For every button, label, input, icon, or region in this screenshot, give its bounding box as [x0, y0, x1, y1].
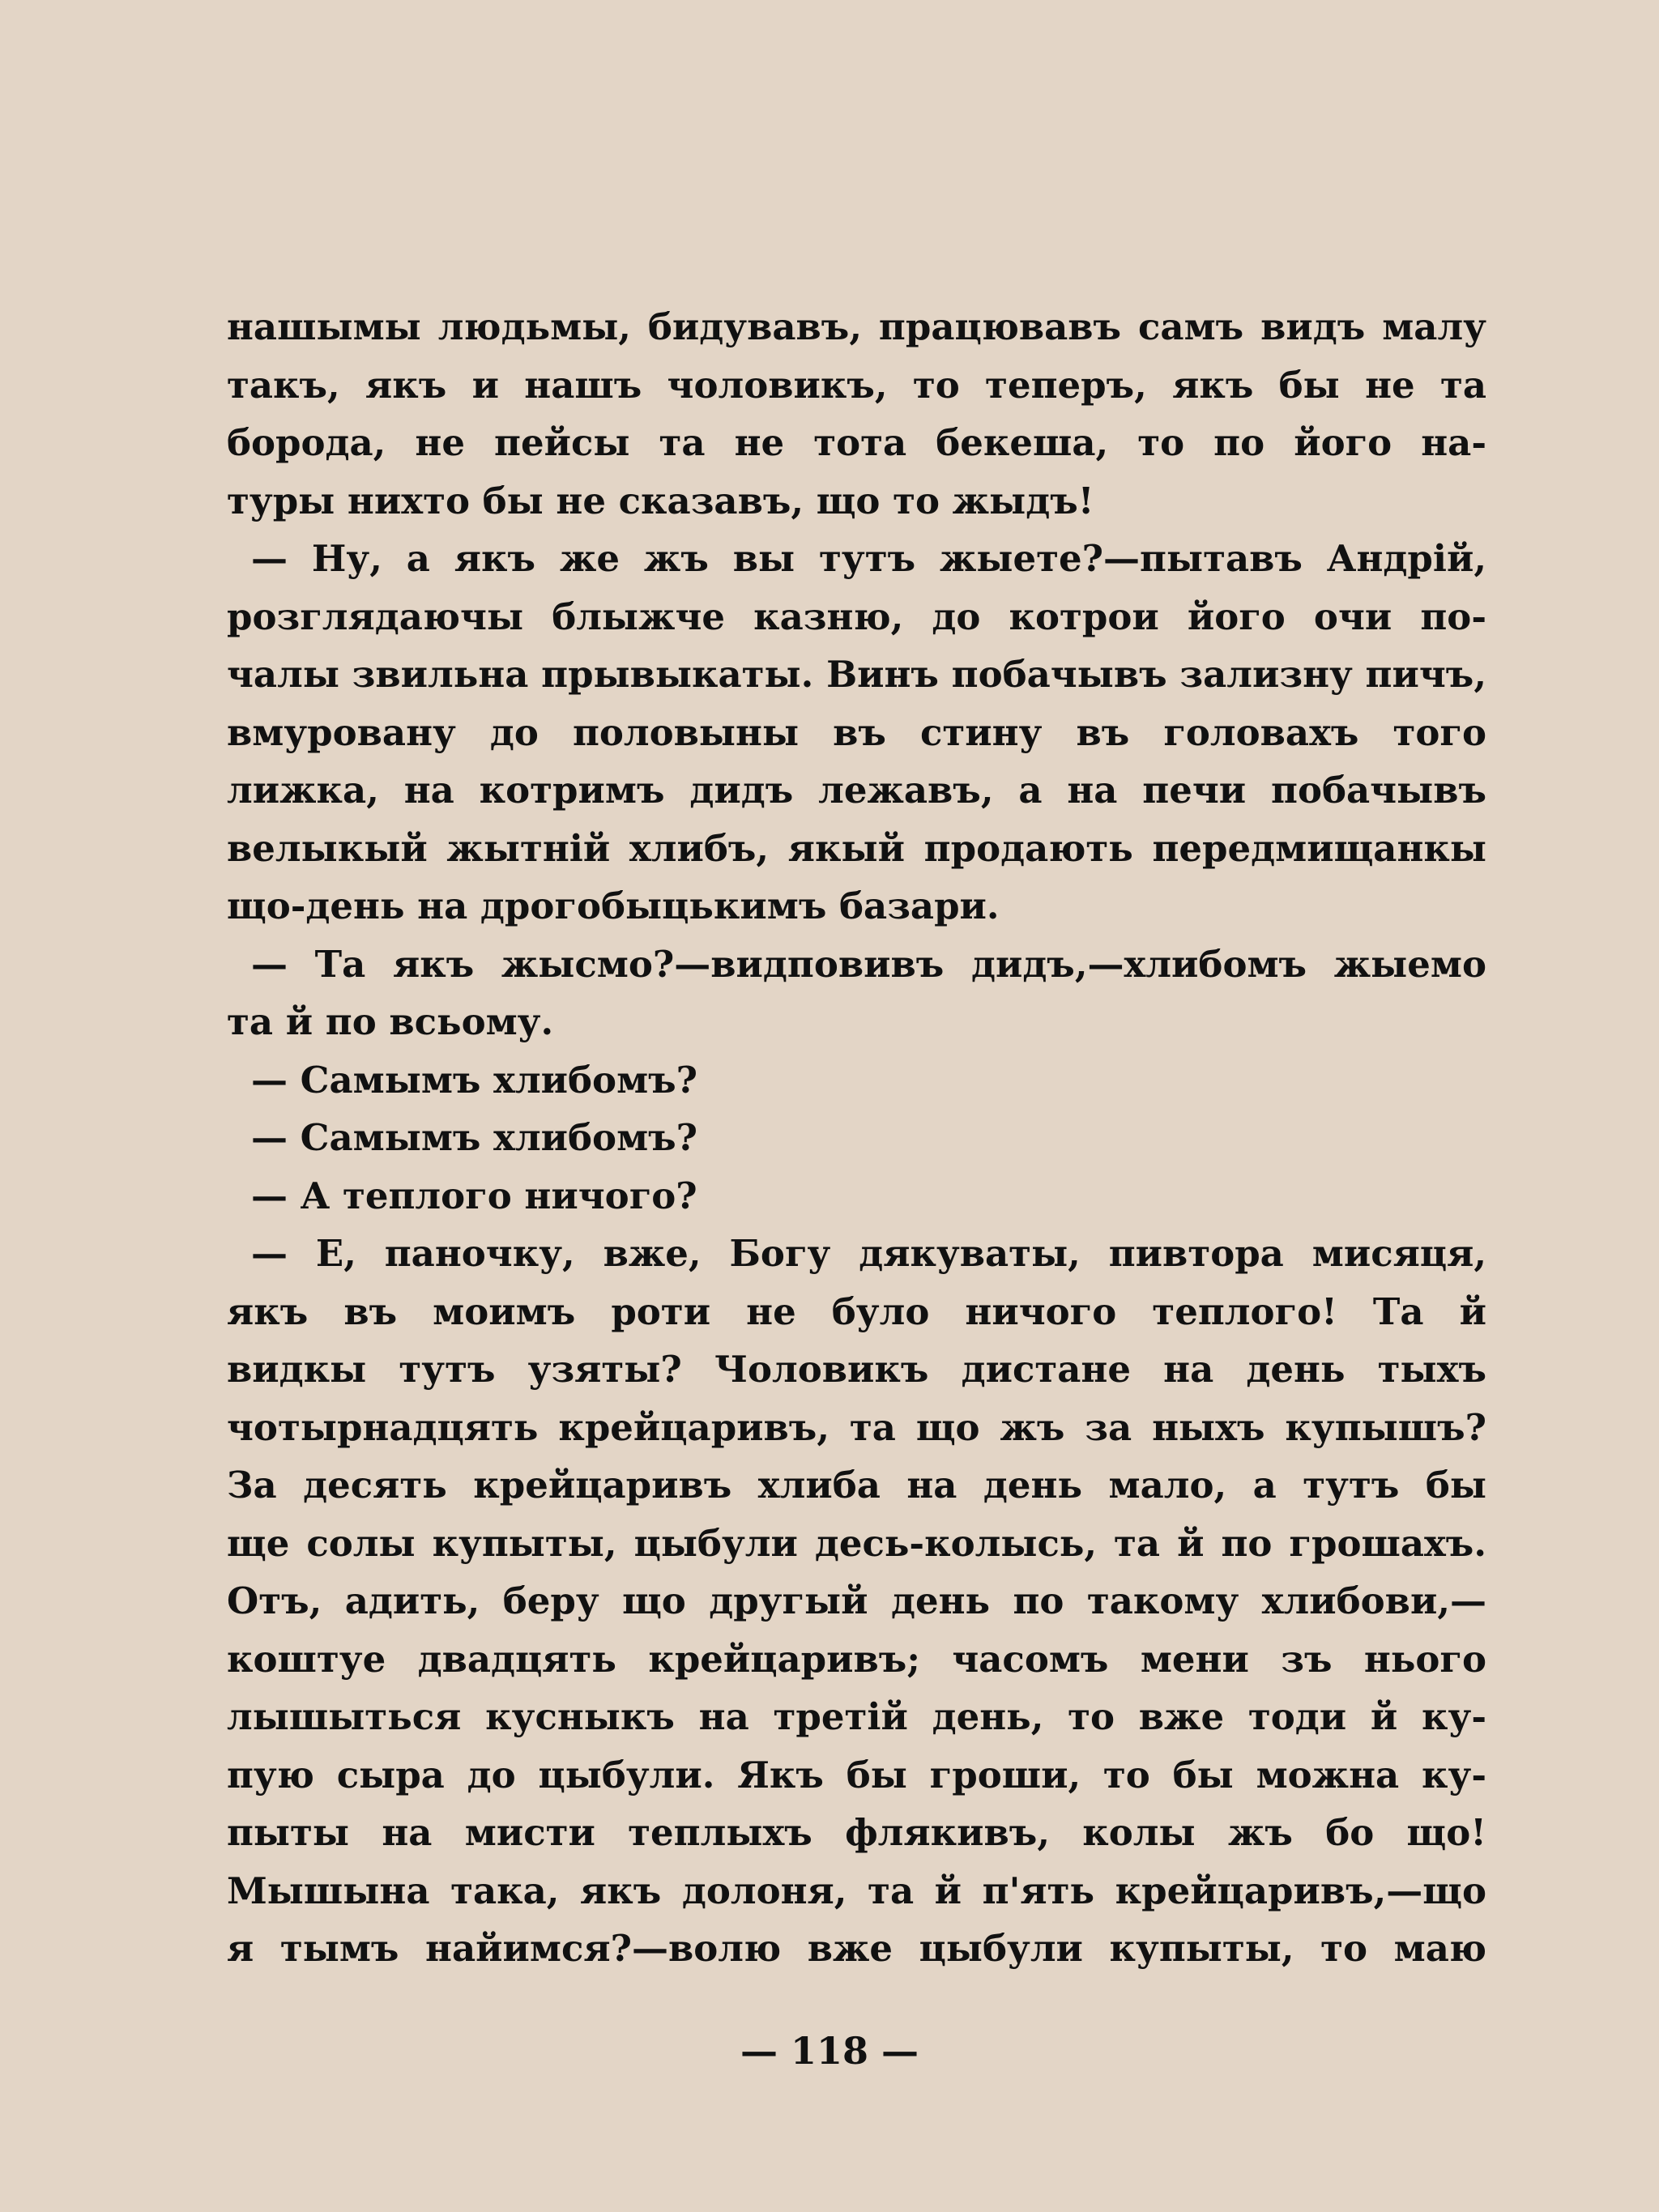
text-line: — Ну, а якъ же жъ вы тутъ жыете?—пытавъ Андрій, — [251, 537, 1486, 580]
text-line: борода, не пейсы та не тота бекеша, то по його на- — [227, 421, 1486, 464]
text-line: лижка, на котримъ дидъ лежавъ, а на печи побачывъ — [227, 769, 1486, 812]
text-line: пую сыра до цыбули. Якъ бы гроши, то бы можна ку- — [227, 1753, 1486, 1796]
text-line: велыкый жытній хлибъ, якый продають передмищанкы — [227, 826, 1486, 870]
text-line: Мышына така, якъ долоня, та й п'ять крейцаривъ,—що — [227, 1869, 1486, 1912]
text-line: якъ въ моимъ роти не було ничого теплого! Та й — [227, 1289, 1486, 1333]
text-line: розглядаючы блыжче казню, до котрои його очи по- — [227, 595, 1486, 638]
text-line: лышыться кусныкъ на третій день, то вже тоди й ку- — [227, 1695, 1486, 1738]
text-line: чотырнадцять крейцаривъ, та що жъ за ныхъ купышъ? — [227, 1405, 1486, 1449]
text-line: нашымы людьмы, бидувавъ, працювавъ самъ видъ малу — [227, 305, 1486, 348]
body-text — [227, 298, 1486, 1978]
text-line: такъ, якъ и нашъ чоловикъ, то теперъ, якъ бы не та — [227, 363, 1486, 407]
text-line: туры нихто бы не сказавъ, що то жыдъ! — [227, 479, 1094, 522]
text-line: — Та якъ жысмо?—видповивъ дидъ,—хлибомъ жыемо — [251, 942, 1486, 986]
text-line: пыты на мисти теплыхъ флякивъ, колы жъ бо що! — [227, 1811, 1486, 1854]
text-line: — Е, паночку, вже, Богу дякуваты, пивтора мисяця, — [251, 1232, 1486, 1275]
text-line: Отъ, адить, беру що другый день по такому хлибови,— — [227, 1579, 1486, 1622]
text-line: — Самымъ хлибомъ? — [251, 1116, 698, 1159]
text-line: та й по всьому. — [227, 1000, 554, 1043]
text-line: видкы тутъ узяты? Чоловикъ дистане на день тыхъ — [227, 1348, 1486, 1391]
text-line: що-день на дрогобыцькимъ базари. — [227, 884, 1000, 927]
text-line: — Самымъ хлибомъ? — [251, 1058, 698, 1102]
text-line: коштуе двадцять крейцаривъ; часомъ мени зъ нього — [227, 1637, 1486, 1681]
text-line: ще солы купыты, цыбули десь-колысь, та й по грошахъ. — [227, 1521, 1486, 1565]
text-line: чалы звильна прывыкаты. Винъ побачывъ зализну пичъ, — [227, 653, 1486, 696]
page-number: — 118 — — [740, 2029, 919, 2073]
text-line: вмуровану до половыны въ стину въ головахъ того — [227, 710, 1486, 754]
text-line: я тымъ найимся?—волю вже цыбули купыты, то маю — [227, 1927, 1486, 1970]
text-line: За десять крейцаривъ хлиба на день мало, а тутъ бы — [227, 1464, 1486, 1507]
text-line: — А теплого ничого? — [251, 1174, 697, 1217]
